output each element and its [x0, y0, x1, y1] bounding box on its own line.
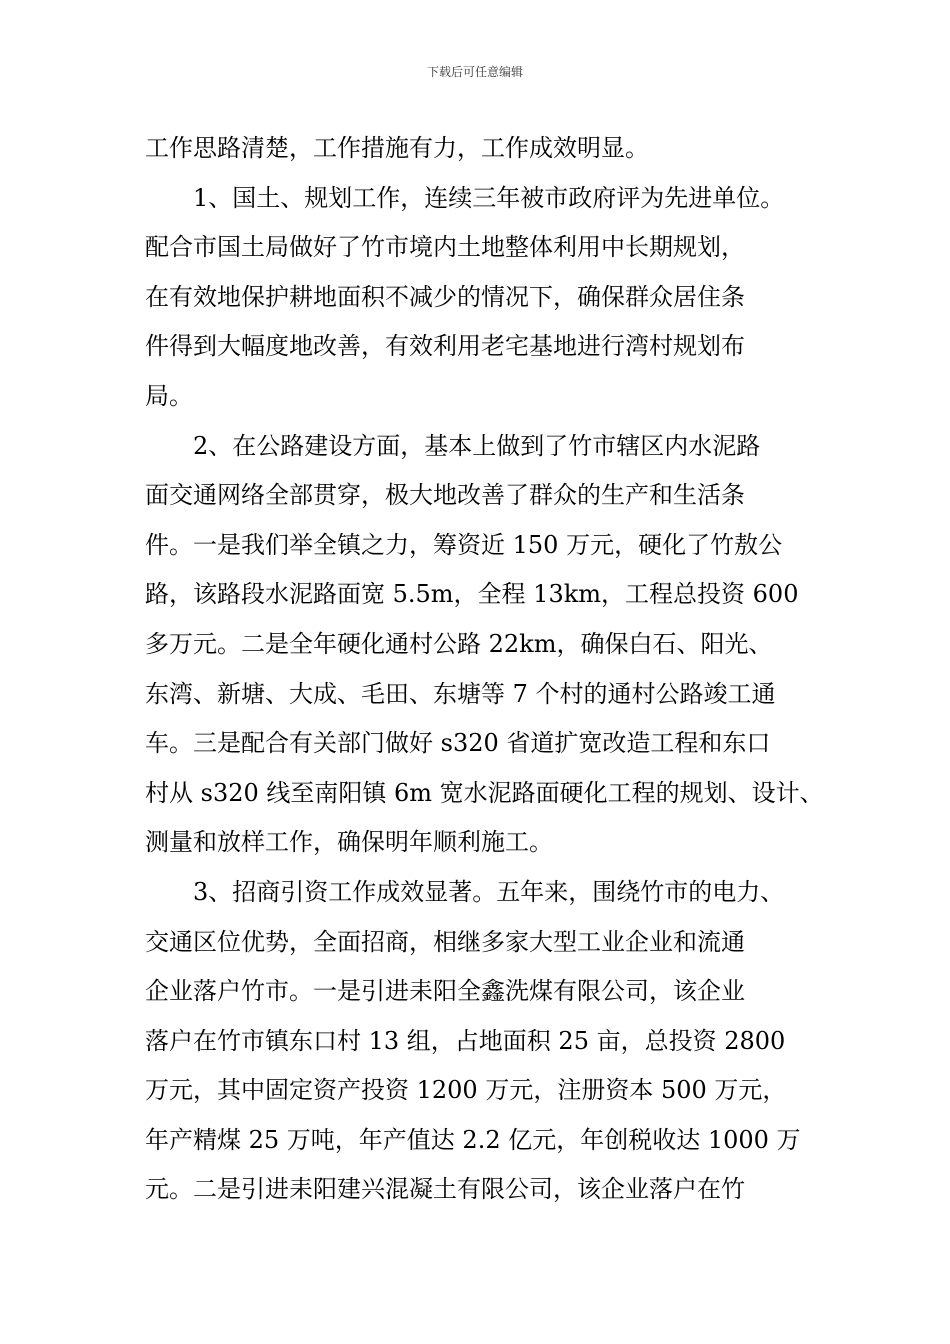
text-line: 件得到大幅度地改善，有效利用老宅基地进行湾村规划布 — [145, 332, 745, 361]
text-line: 局。 — [145, 381, 193, 410]
text-line: 落户在竹市镇东口村 13 组，占地面积 25 亩，总投资 2800 — [145, 1026, 786, 1055]
text-line: 企业落户竹市。一是引进耒阳全鑫洗煤有限公司，该企业 — [145, 977, 745, 1006]
text-line: 3、招商引资工作成效显著。五年来，围绕竹市的电力、 — [193, 877, 785, 906]
text-line: 测量和放样工作，确保明年顺利施工。 — [145, 828, 553, 857]
text-line: 村从 s320 线至南阳镇 6m 宽水泥路面硬化工程的规划、设计、 — [145, 778, 824, 807]
text-line: 交通区位优势，全面招商，相继多家大型工业企业和流通 — [145, 927, 745, 956]
page-header: 下载后可任意编辑 — [426, 65, 523, 79]
text-line: 在有效地保护耕地面积不减少的情况下，确保群众居住条 — [145, 282, 745, 311]
text-line: 东湾、新塘、大成、毛田、东塘等 7 个村的通村公路竣工通 — [145, 679, 776, 708]
text-line: 配合市国土局做好了竹市境内土地整体利用中长期规划， — [145, 233, 745, 262]
text-line: 2、在公路建设方面，基本上做到了竹市辖区内水泥路 — [193, 431, 761, 460]
text-line: 面交通网络全部贯穿，极大地改善了群众的生产和生活条 — [145, 481, 745, 510]
text-line: 车。三是配合有关部门做好 s320 省道扩宽改造工程和东口 — [145, 729, 771, 758]
text-line: 万元，其中固定资产投资 1200 万元，注册资本 500 万元， — [145, 1076, 787, 1105]
text-line: 工作思路清楚，工作措施有力，工作成效明显。 — [145, 134, 649, 162]
text-line: 路，该路段水泥路面宽 5.5m，全程 13km，工程总投资 600 — [145, 580, 799, 609]
text-line: 1、国土、规划工作，连续三年被市政府评为先进单位。 — [193, 183, 785, 212]
text-line: 元。二是引进耒阳建兴混凝土有限公司，该企业落户在竹 — [145, 1175, 745, 1204]
text-line: 多万元。二是全年硬化通村公路 22km，确保白石、阳光、 — [145, 629, 773, 658]
text-line: 件。一是我们举全镇之力，筹资近 150 万元，硬化了竹敖公 — [145, 530, 783, 559]
body-text — [145, 124, 825, 1215]
text-line: 年产精煤 25 万吨，年产值达 2.2 亿元，年创税收达 1000 万 — [145, 1125, 801, 1154]
